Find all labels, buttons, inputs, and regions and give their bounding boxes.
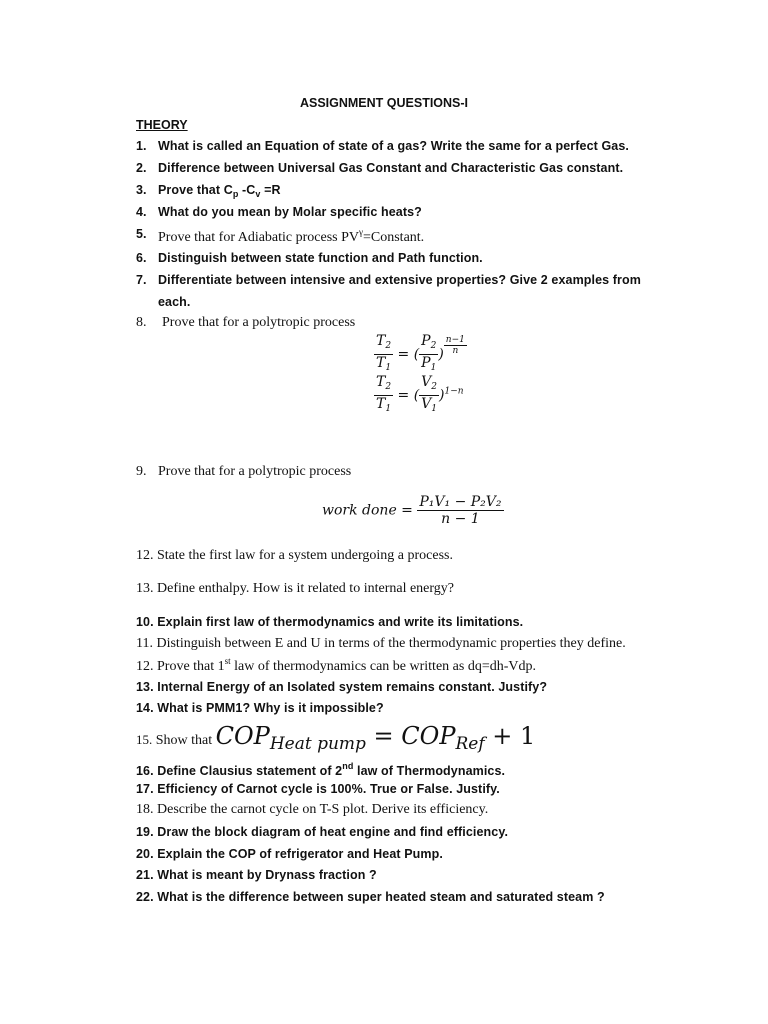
list-item: 10. Explain first law of thermodynamics and write its limitations. [136,615,524,629]
list-item: 19. Draw the block diagram of heat engine and find efficiency. [136,825,509,839]
list-item: 13. Define enthalpy. How is it related to internal energy? [136,581,455,596]
list-item: 12. Prove that 1st law of thermodynamics can be written as dq=dh-Vdp. [136,656,536,674]
equation-temperature-pressure: $\frac{T_2}{T_1}$ = ( $\frac{P_2}{P_1}$ ) $\frac{n-1}{n}$ [376,333,465,373]
list-item: 11. Distinguish between E and U in terms of the thermodynamic properties they define. [136,636,626,651]
equation-temperature-volume: $\frac{T_2}{T_1}$ = ( $\frac{V_2}{V_1}$ )$^{1-n}$ [376,374,464,414]
section-heading: THEORY [136,118,188,132]
list-item: 14. What is PMM1? Why is it impossible? [136,701,384,715]
list-item: 16. Define Clausius statement of 2nd law of Thermodynamics. [136,761,506,778]
list-item-continuation: each. [158,295,191,309]
list-item: 20. Explain the COP of refrigerator and Heat Pump. [136,847,443,861]
equation-work-done: work done = $\frac{\text{P₁V₁ − P₂V₂}}{n - 1}$ [322,494,502,527]
list-item: 13. Internal Energy of an Isolated system remains constant. Justify? [136,680,548,694]
list-item: 22. What is the difference between super heated steam and saturated steam ? [136,890,605,904]
list-item: 21. What is meant by Drynass fraction ? [136,868,377,882]
list-item: 15. Show that COPHeat pump = COPRef + 1 [136,722,536,754]
list-item: 17. Efficiency of Carnot cycle is 100%. True or False. Justify. [136,782,500,796]
list-item: 12. State the first law for a system undergoing a process. [136,548,454,563]
page-title: ASSIGNMENT QUESTIONS-I [299,96,469,110]
list-item: 18. Describe the carnot cycle on T-S plot. Derive its efficiency. [136,802,489,817]
